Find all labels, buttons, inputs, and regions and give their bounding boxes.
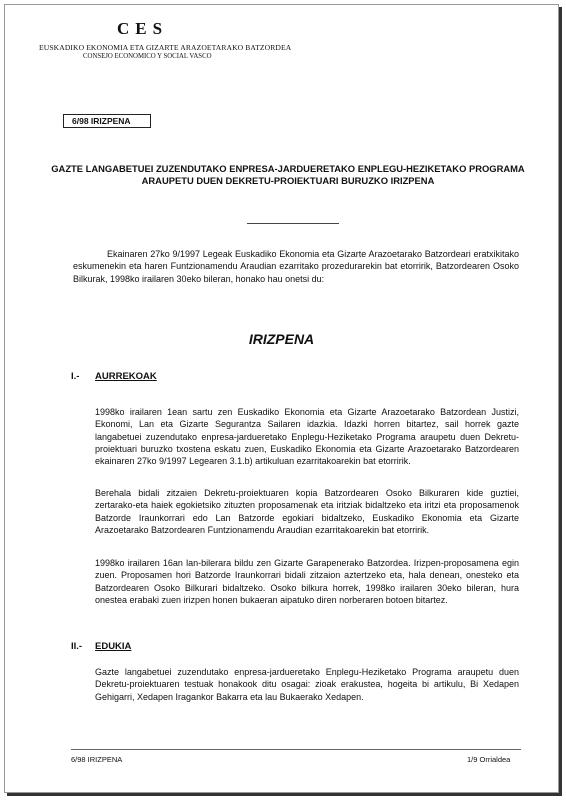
document-page — [4, 4, 559, 793]
section-paragraph: 1998ko irailaren 1ean sartu zen Euskadiko Ekonomia eta Gizarte Arazoetarako Batzordean Justizi, Ekonomi, Lan eta Gizarte Segurantza Sailaren idazkia. Idazki horren bitartez, sail horrek gazte langabetuei zuzendutako enpresa-jardueretako Enplegu-Heziketako Programa araupetu duen Dekretu-proiektuari buruzko txostena eskatu zuen, Euskadiko Ekonomia eta Gizarte Arazoetarako Batzordearen ekainaren 27ko 9/1997 Legearen 3.1.b) artikuluan ezarritakoarekin bat etorririk. — [95, 407, 519, 467]
footer-divider — [71, 749, 521, 750]
main-heading: IRIZPENA — [248, 331, 315, 347]
footer-doc-ref: 6/98 IRIZPENA — [71, 755, 123, 764]
section-paragraph: Gazte langabetuei zuzendutako enpresa-jardueretako Enplegu-Heziketako Programa araupetu duen Dekretu-proiektuaren testuak honakook ditu osagai: zioak erakustea, hogeita bi artikulu, Bi Xedapen Gehigarri, Xedapen Iragankor Bakarra eta lau Bukaerako Xedapen. — [95, 667, 519, 702]
org-name-basque: EUSKADIKO EKONOMIA ETA GIZARTE ARAZOETARAKO BATZORDEA — [39, 43, 292, 52]
section-number: I.- — [71, 371, 80, 382]
section-number: II.- — [71, 641, 83, 652]
intro-paragraph: Ekainaren 27ko 9/1997 Legeak Euskadiko Ekonomia eta Gizarte Arazoetarako Batzordeari eratxikitako eskumenekin eta haren Funtzionamendu Araudian ezarritako prozedurarekin bat etorririk, Batzordearen Osoko Bilkurak, 1998ko irailaren 30eko bileran, honako hau onetsi du: — [73, 249, 519, 284]
section-paragraph: 1998ko irailaren 16an lan-bilerara bildu zen Gizarte Garapenerako Batzordea. Irizpen-proposamena egin zuen. Proposamen hori Batzorde Iraunkorrari bidali zitzaion aztertzeko eta, hala denean, onesteko eta Batzordearen Osoko Bilkurari bidaltzeko. Osoko bilkura horrek, 1998ko irailaren 30eko bileran, hura onestea erabaki zuen irizpen honen bukaeran aipatuko diren norberaren botoen bitartez. — [95, 558, 519, 605]
section-title: AURREKOAK — [95, 371, 157, 382]
section-title: EDUKIA — [95, 641, 132, 652]
footer-page-number: 1/9 Orrialdea — [467, 755, 511, 764]
section-paragraph: Berehala bidali zitzaien Dekretu-proiektuaren kopia Batzordearen Osoko Bilkuraren kide guztiei, zertarako-eta haiek egokietsiko zituzten proposamenak eta iritziak bidaltzeko eta iritzi eta proposamenok Batzorde Iraunkorrari edo Lan Batzorde egokiari bidaltzeko, Euskadiko Ekonomia eta Gizarte Arazoetarako Batzordearen Funtzionamendu Araudian ezarritakoarekin bat etorririk. — [95, 488, 519, 535]
document-title: GAZTE LANGABETUEI ZUZENDUTAKO ENPRESA-JARDUERETAKO ENPLEGU-HEZIKETAKO PROGRAMA ARAUPETU DUEN DEKRETU-PROIEKTUARI BURUZKO IRIZPENA — [51, 163, 525, 186]
ces-logo: CES — [117, 19, 169, 38]
title-divider — [247, 223, 339, 224]
reference-box: 6/98 IRIZPENA — [63, 114, 151, 128]
org-name-spanish: CONSEJO ECONOMICO Y SOCIAL VASCO — [83, 53, 212, 60]
